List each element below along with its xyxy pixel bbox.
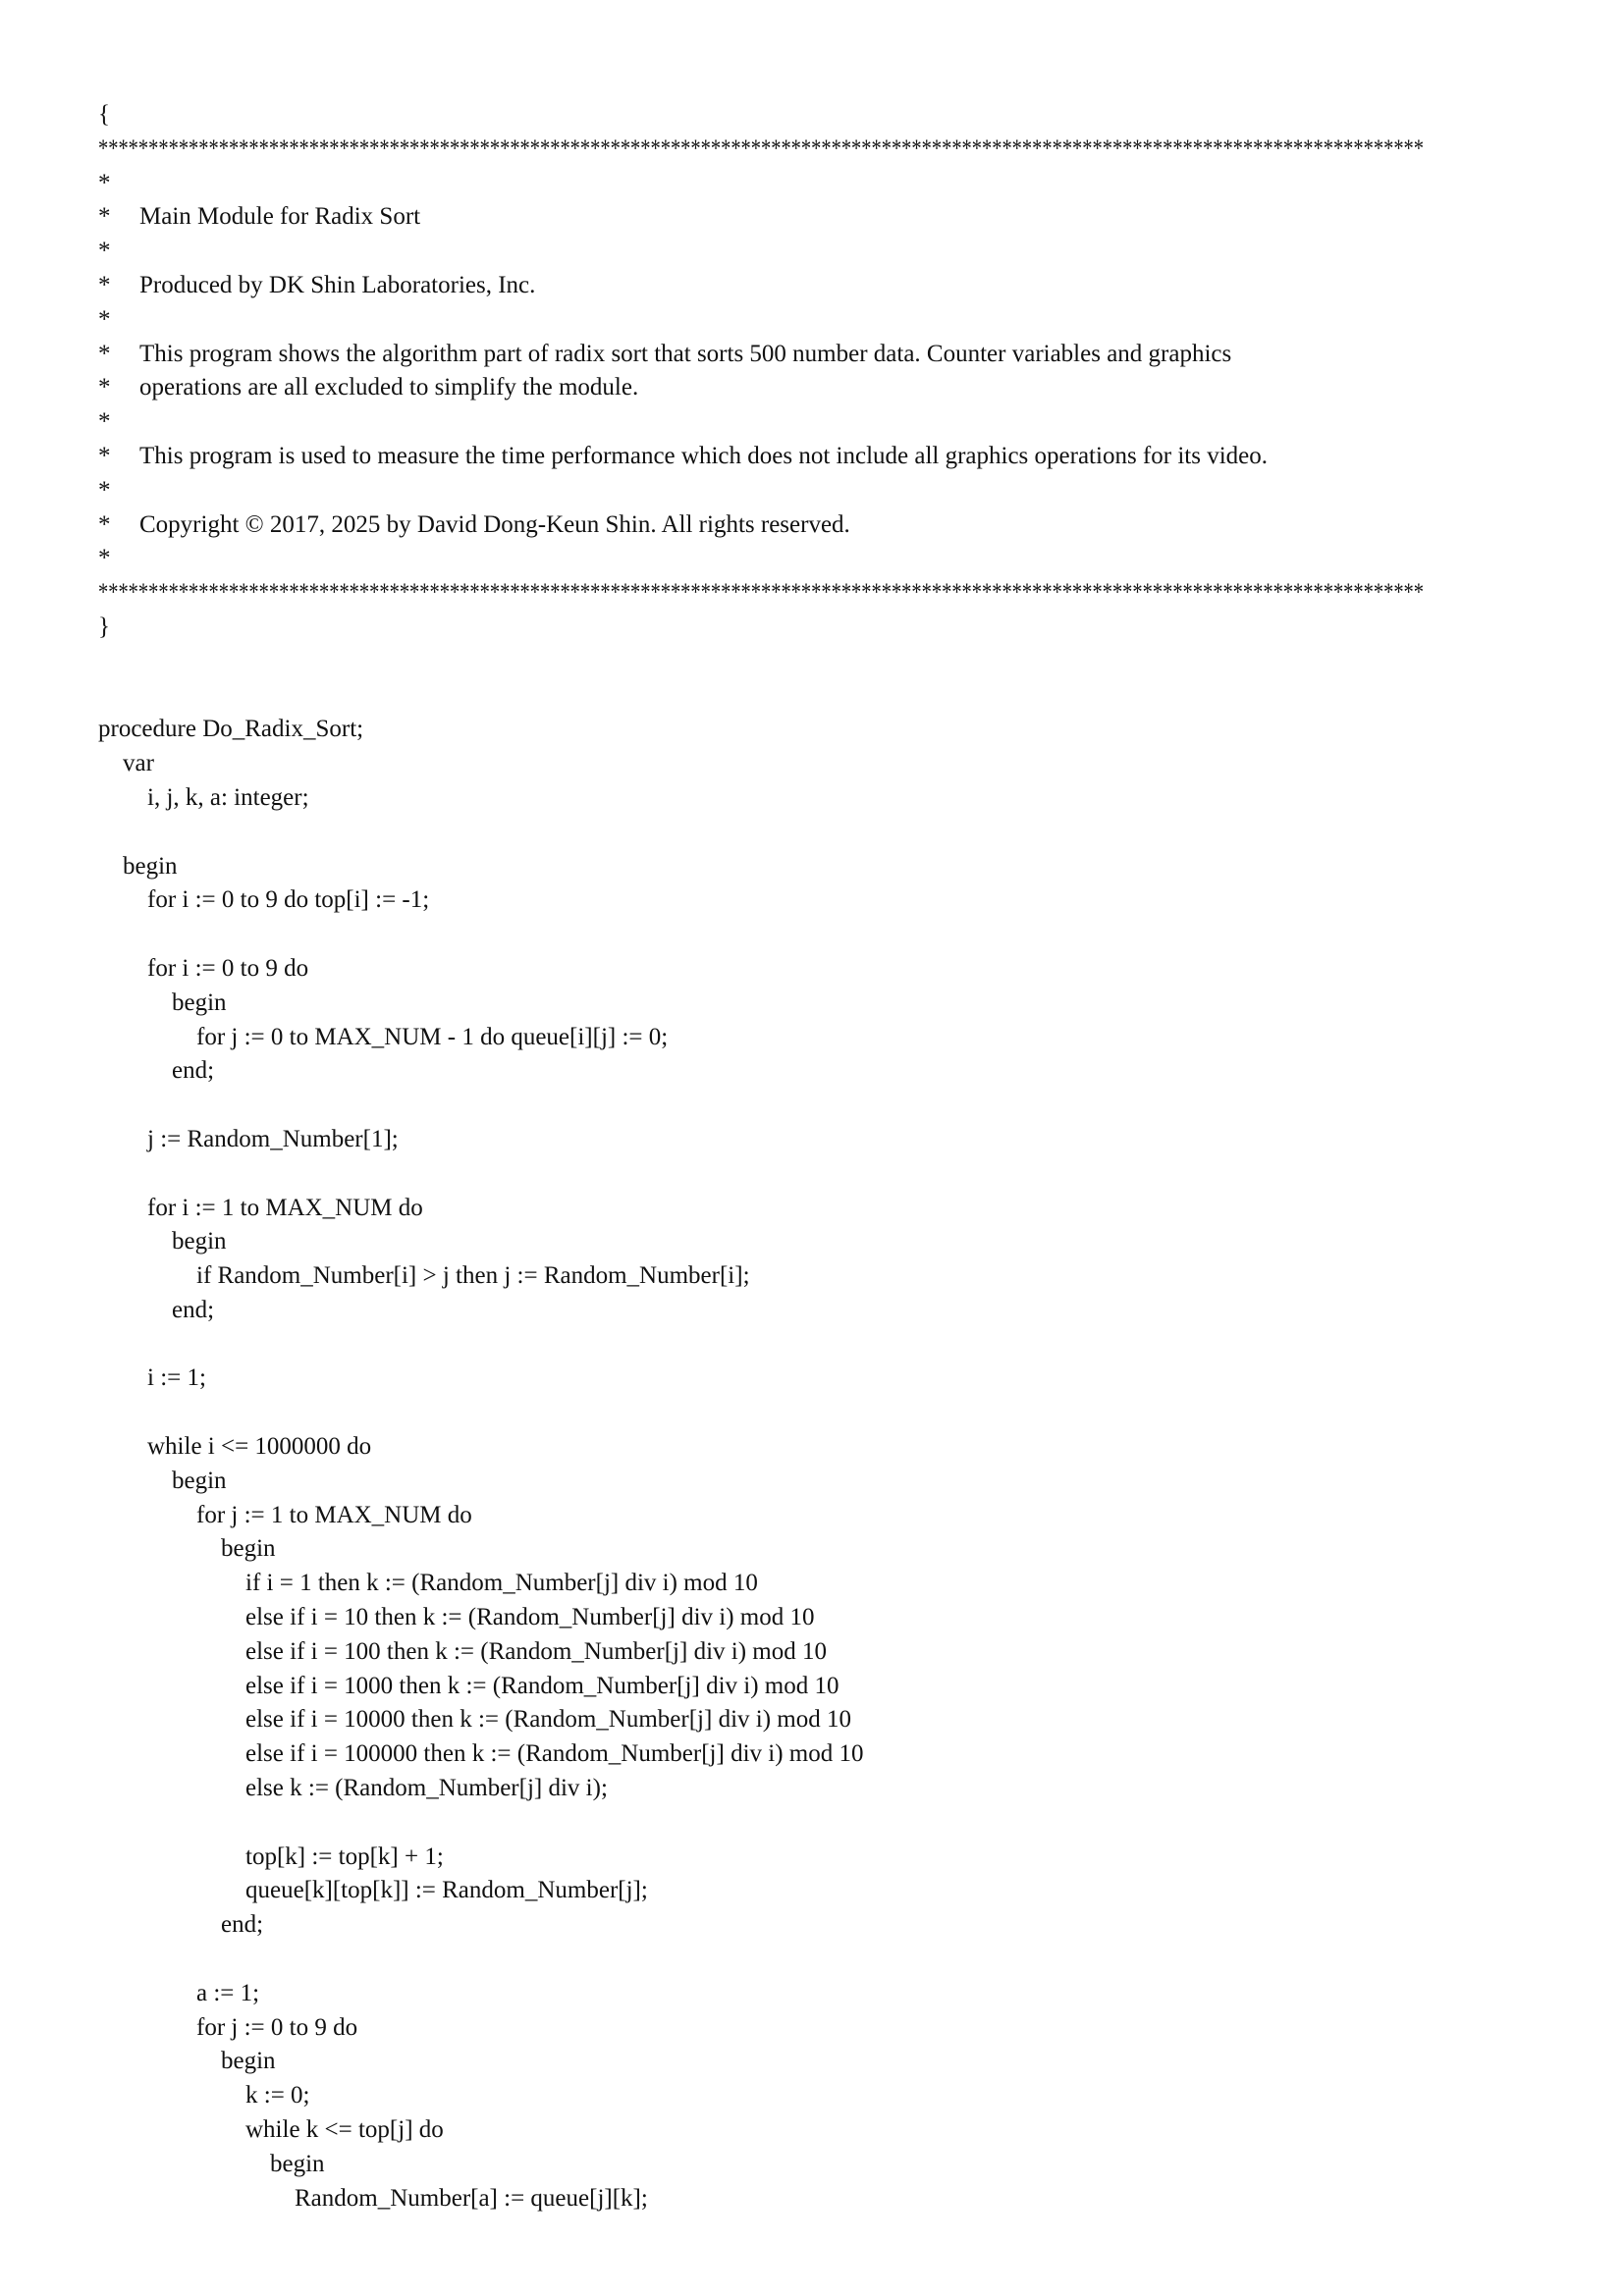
code-line [98, 1943, 1522, 1977]
comment-text: This program is used to measure the time performance which does not include all graphics operations for its video. [139, 442, 1268, 469]
comment-text: This program shows the algorithm part of radix sort that sorts 500 number data. Counter variables and graphics [139, 340, 1232, 367]
code-line [98, 1806, 1522, 1841]
comment-asterisk: * [98, 340, 111, 367]
code-line: for j := 1 to MAX_NUM do [98, 1501, 472, 1528]
code-line: end; [98, 1057, 215, 1085]
code-line: else if i = 10 then k := (Random_Number[j] div i) mod 10 [98, 1604, 815, 1631]
comment-asterisk: * [98, 238, 111, 265]
code-line: begin [98, 1535, 276, 1563]
code-line: begin [98, 1228, 227, 1255]
code-line: else if i = 1000 then k := (Random_Number[j] div i) mod 10 [98, 1672, 839, 1699]
code-line [98, 1089, 1522, 1123]
header-comment-line [98, 269, 1522, 303]
code-line [98, 645, 1522, 679]
comment-asterisk: * [98, 305, 111, 333]
code-line: for j := 0 to 9 do [98, 2013, 358, 2041]
code-line: a := 1; [98, 1979, 260, 2006]
code-line: begin [98, 2048, 276, 2075]
header-comment-line [98, 542, 1522, 576]
code-line: else if i = 100 then k := (Random_Number[j] div i) mod 10 [98, 1637, 827, 1665]
code-line: for i := 0 to 9 do top[i] := -1; [98, 886, 430, 914]
header-comment-line [98, 303, 1522, 338]
code-line: begin [98, 2150, 325, 2177]
code-block [98, 645, 1522, 2216]
header-comment-block [98, 167, 1522, 577]
comment-text: Produced by DK Shin Laboratories, Inc. [139, 271, 536, 298]
code-line: j := Random_Number[1]; [98, 1125, 399, 1152]
code-line: begin [98, 988, 227, 1016]
code-line: top[k] := top[k] + 1; [98, 1842, 444, 1870]
header-comment-line [98, 338, 1522, 372]
code-line: for i := 1 to MAX_NUM do [98, 1194, 423, 1221]
code-line: else k := (Random_Number[j] div i); [98, 1775, 608, 1802]
comment-asterisk: * [98, 203, 111, 231]
comment-asterisk: * [98, 408, 111, 436]
close-brace: } [98, 613, 110, 640]
comment-asterisk: * [98, 545, 111, 572]
header-comment-line [98, 474, 1522, 508]
code-line: for j := 0 to MAX_NUM - 1 do queue[i][j] := 0; [98, 1023, 669, 1050]
header-comment-line [98, 167, 1522, 201]
header-comment-line [98, 235, 1522, 269]
code-line: while i <= 1000000 do [98, 1433, 372, 1461]
header-comment-line [98, 200, 1522, 235]
code-line: k := 0; [98, 2082, 310, 2109]
code-line: end; [98, 1296, 215, 1323]
code-line [98, 816, 1522, 850]
comment-asterisk: * [98, 169, 111, 196]
code-line: else if i = 100000 then k := (Random_Number[j] div i) mod 10 [98, 1740, 864, 1768]
code-line: procedure Do_Radix_Sort; [98, 716, 364, 743]
open-brace: { [98, 101, 110, 128]
code-line: i, j, k, a: integer; [98, 783, 309, 811]
code-line [98, 1157, 1522, 1192]
code-line: if i = 1 then k := (Random_Number[j] div i) mod 10 [98, 1570, 758, 1597]
comment-text: operations are all excluded to simplify the module. [139, 374, 639, 401]
comment-asterisk: * [98, 442, 111, 469]
code-line [98, 1328, 1522, 1362]
code-line: queue[k][top[k]] := Random_Number[j]; [98, 1877, 648, 1904]
header-comment-line [98, 405, 1522, 440]
code-line [98, 679, 1522, 714]
header-border-top: ************************************************************************************************************************************ [98, 134, 1424, 162]
code-line: else if i = 10000 then k := (Random_Number[j] div i) mod 10 [98, 1706, 851, 1734]
header-border-bottom: ************************************************************************************************************************************ [98, 579, 1424, 607]
comment-asterisk: * [98, 271, 111, 298]
code-line [98, 918, 1522, 952]
header-comment-line [98, 508, 1522, 543]
header-comment-line [98, 371, 1522, 405]
comment-asterisk: * [98, 510, 111, 538]
document-page [98, 98, 1522, 2216]
code-line: begin [98, 1467, 227, 1494]
comment-text: Copyright © 2017, 2025 by David Dong-Keun Shin. All rights reserved. [139, 510, 850, 538]
comment-text: Main Module for Radix Sort [139, 203, 421, 231]
code-line: Random_Number[a] := queue[j][k]; [98, 2184, 648, 2212]
code-line: if Random_Number[i] > j then j := Random_Number[i]; [98, 1262, 750, 1290]
code-line: i := 1; [98, 1364, 206, 1392]
code-line: while k <= top[j] do [98, 2116, 444, 2144]
code-line: for i := 0 to 9 do [98, 954, 309, 982]
code-line [98, 1396, 1522, 1430]
code-line: begin [98, 852, 178, 880]
comment-asterisk: * [98, 374, 111, 401]
code-line: var [98, 750, 154, 777]
header-comment-line [98, 440, 1522, 474]
code-line: end; [98, 1911, 264, 1939]
comment-asterisk: * [98, 476, 111, 504]
